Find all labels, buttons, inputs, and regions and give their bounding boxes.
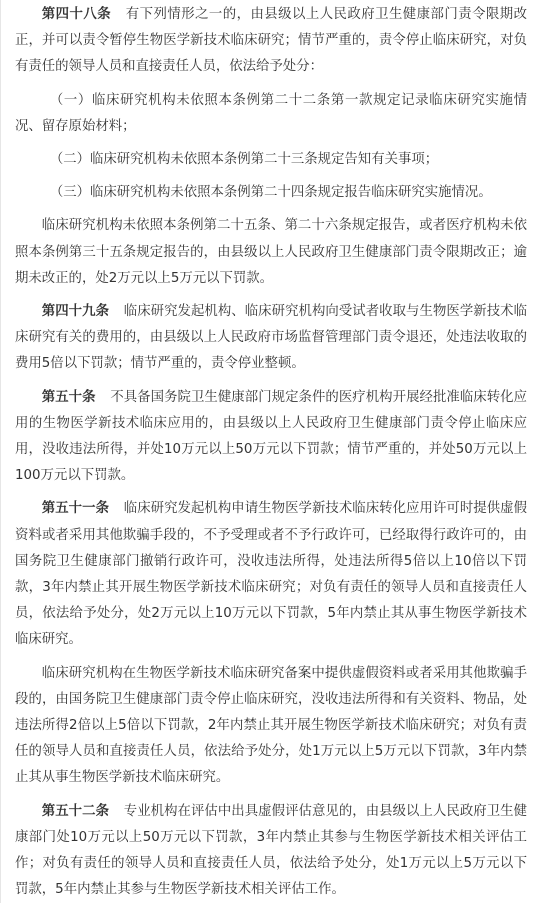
paragraph-text: （三）临床研究机构未依照本条例第二十四条规定报告临床研究实施情况。 — [49, 185, 492, 201]
paragraph-text: 不具备国务院卫生健康部门规定条件的医疗机构开展经批准临床转化应用的生物医学新技术临床应用的，由县级以上人民政府卫生健康部门责令停止临床应用，没收违法所得，并处10万元以上50万元以下罚款；情节严重的，并处50万元以上100万元以下罚款。 — [15, 389, 528, 484]
paragraph-article-48-clause-2 — [15, 213, 527, 292]
article-number: 第五十条 — [41, 389, 96, 405]
paragraph-text: 有下列情形之一的，由县级以上人民政府卫生健康部门责令限期改正，并可以责令暂停生物医学新技术临床研究；情节严重的，责令停止临床研究，对负有责任的领导人员和直接责任人员，依法给予处分： — [15, 7, 528, 75]
paragraph-item-1 — [15, 88, 527, 140]
paragraph-item-3 — [15, 180, 527, 206]
paragraph-article-52 — [15, 799, 527, 904]
paragraph-article-51-clause-2 — [15, 661, 527, 792]
paragraph-article-50 — [15, 385, 527, 490]
paragraph-text: 临床研究机构未依照本条例第二十五条、第二十六条规定报告，或者医疗机构未依照本条例第三十五条规定报告的，由县级以上人民政府卫生健康部门责令限期改正；逾期未改正的，处2万元以上5万元以下罚款。 — [15, 218, 527, 286]
paragraph-text: 临床研究机构在生物医学新技术临床研究备案中提供虚假资料或者采用其他欺骗手段的，由国务院卫生健康部门责令停止临床研究，没收违法所得和有关资料、物品，处违法所得2倍以上5倍以下罚款，2年内禁止其开展生物医学新技术临床研究；对负有责任的领导人员和直接责任人员，依法给予处分，处1万元以上5万元以下罚款，3年内禁止其从事生物医学新技术临床研究。 — [15, 665, 527, 786]
paragraph-text: 临床研究发起机构、临床研究机构向受试者收取与生物医学新技术临床研究有关的费用的，由县级以上人民政府市场监督管理部门责令退还，处违法收取的费用5倍以下罚款；情节严重的，责令停业整顿。 — [15, 304, 527, 372]
paragraph-text: 临床研究发起机构申请生物医学新技术临床转化应用许可时提供虚假资料或者采用其他欺骗手段的，不予受理或者不予行政许可，已经取得行政许可的，由国务院卫生健康部门撤销行政许可，没收违法所得，处违法所得5倍以上10倍以下罚款，3年内禁止其开展生物医学新技术临床研究；对负有责任的领导人员和直接责任人员，依法给予处分，处2万元以上10万元以下罚款，5年内禁止其从事生物医学新技术临床研究。 — [15, 501, 527, 648]
paragraph-article-51 — [15, 496, 527, 653]
article-number: 第四十八条 — [41, 7, 112, 22]
paragraph-text: （一）临床研究机构未依照本条例第二十二条第一款规定记录临床研究实施情况、留存原始材料； — [15, 92, 527, 134]
article-number: 第五十二条 — [41, 803, 110, 819]
paragraph-text: （二）临床研究机构未依照本条例第二十三条规定告知有关事项； — [49, 152, 439, 168]
article-number: 第四十九条 — [41, 304, 110, 320]
paragraph-article-49 — [15, 299, 527, 378]
paragraph-item-2 — [15, 147, 527, 173]
article-number: 第五十一条 — [41, 501, 110, 517]
paragraph-article-48 — [15, 2, 527, 81]
paragraph-text: 专业机构在评估中出具虚假评估意见的，由县级以上人民政府卫生健康部门处10万元以上50万元以下罚款，3年内禁止其参与生物医学新技术相关评估工作；对负有责任的领导人员和直接责任人员，依法给予处分，处1万元以上5万元以下罚款，5年内禁止其参与生物医学新技术相关评估工作。 — [15, 803, 527, 898]
